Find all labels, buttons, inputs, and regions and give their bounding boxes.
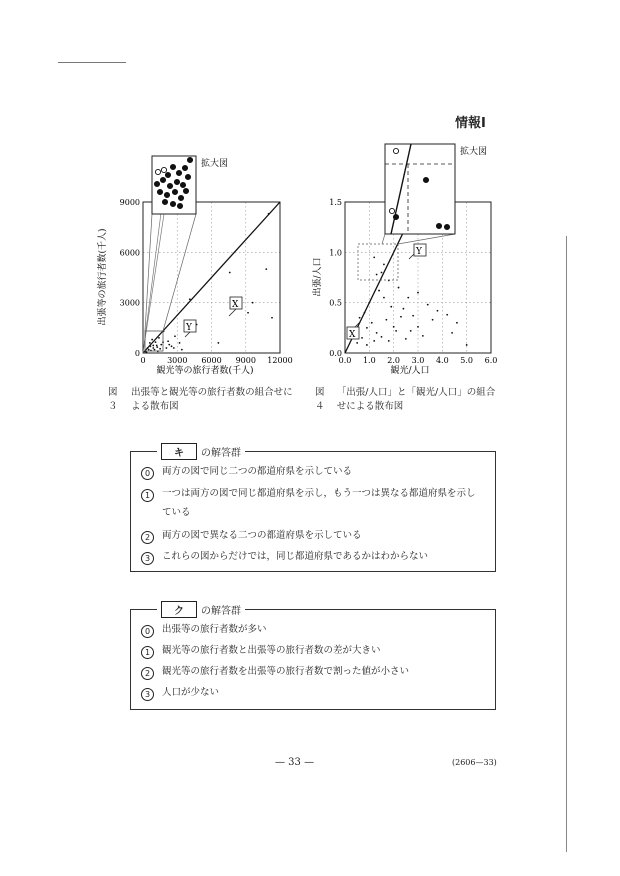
f3-point [147, 347, 149, 349]
f4-point [388, 340, 390, 342]
f4-point [407, 297, 409, 299]
f3-point [148, 349, 150, 351]
figure3-caption [108, 386, 298, 414]
f4-point [383, 297, 385, 299]
f3-ytick: 6000 [119, 248, 140, 258]
f3-point [150, 345, 152, 347]
fig3-inset-point [180, 182, 185, 187]
figure4-chart [310, 140, 500, 376]
fig4-callout-x: X [349, 330, 356, 340]
fig3-inset-point [161, 167, 166, 172]
f3-point [174, 335, 176, 337]
f4-point [417, 292, 419, 294]
fig4-inset-label: 拡大図 [460, 147, 488, 157]
f3-ytick: 0 [134, 349, 140, 358]
f4-point [381, 272, 383, 274]
subject-header: 情報Ⅰ [455, 116, 486, 131]
f4-point [373, 340, 375, 342]
f3-point [154, 349, 156, 351]
fig4-inset-point [444, 224, 449, 229]
ku-option-text: 出張等の旅行者数が多い [162, 624, 267, 635]
ki-option[interactable] [141, 488, 481, 522]
f3-point [217, 342, 219, 344]
f4-point [361, 337, 363, 339]
f3-point [149, 342, 151, 344]
f4-point [366, 327, 368, 329]
right-margin-rule [566, 236, 567, 852]
ki-key-box: キ [161, 443, 197, 460]
f4-point [422, 335, 424, 337]
f3-point [160, 344, 162, 346]
f4-point [356, 342, 358, 344]
f4-point [417, 326, 419, 328]
figure4-caption-text: 「出張/人口」と「観光/人口」の組合せによる散布図 [336, 387, 496, 412]
f4-point [364, 312, 366, 314]
fig3-inset-point [172, 189, 177, 194]
fig3-inset-point [183, 188, 188, 193]
f4-xtick: 5.0 [460, 356, 474, 365]
f3-xtick: 12000 [267, 356, 293, 365]
exam-code: (2606—33) [452, 758, 497, 767]
figure3-caption-text: 出張等と観光等の旅行者数の組合せによる散布図 [131, 387, 293, 412]
f3-xtick: 6000 [201, 356, 222, 365]
fig3-inset-point [165, 172, 170, 177]
f4-point [381, 336, 383, 338]
fig3-ylabel: 出張等の旅行者数(千人) [98, 228, 108, 326]
fig3-inset-point [164, 192, 169, 197]
fig4-inset-point [393, 214, 398, 219]
fig3-inset-point [157, 189, 162, 194]
ku-option[interactable] [141, 624, 481, 639]
f4-point [378, 290, 380, 292]
ki-option-text: 両方の図で同じ二つの都道府県を示している [162, 466, 353, 477]
f3-point [155, 341, 157, 343]
f4-point [412, 315, 414, 317]
f4-point [368, 302, 370, 304]
f4-point [366, 344, 368, 346]
ku-option[interactable] [141, 666, 481, 681]
f3-reference-line [143, 202, 166, 353]
ki-option-number: 2 [141, 531, 154, 544]
ku-title-text: の解答群 [201, 606, 241, 617]
ki-option-text: これらの図からだけでは，同じ都道府県であるかはわからない [162, 551, 429, 562]
fig4-inset-point [389, 208, 394, 213]
fig3-callout-x: X [232, 300, 239, 310]
f3-point [168, 344, 170, 346]
f3-xtick: 0 [140, 356, 146, 365]
f3-point [159, 348, 161, 350]
ku-option-number: 1 [141, 646, 154, 659]
fig4-zoom-connector [382, 234, 385, 244]
f3-point [167, 340, 169, 342]
f3-point [252, 302, 254, 304]
f3-point [229, 272, 231, 274]
f4-point [427, 304, 429, 306]
fig3-inset-point [174, 179, 179, 184]
f4-point [410, 330, 412, 332]
f3-point [152, 345, 154, 347]
ku-option[interactable] [141, 687, 481, 702]
fig3-callout-y: Y [186, 323, 192, 333]
fig3-inset-point [160, 177, 165, 182]
figure4-caption-number: 図４ [315, 387, 325, 412]
f4-point [403, 308, 405, 310]
fig4-callout-y: Y [416, 247, 422, 257]
f3-ytick: 3000 [119, 298, 140, 308]
f3-point [152, 347, 154, 349]
f3-point [181, 349, 183, 351]
ku-title [157, 601, 245, 618]
f4-point [437, 310, 439, 312]
f3-xtick: 9000 [235, 356, 256, 365]
f4-xtick: 3.0 [411, 356, 425, 365]
f4-point [376, 274, 378, 276]
fig4-inset-frame [385, 144, 455, 234]
ki-title [157, 443, 245, 460]
f3-point [156, 345, 158, 347]
figure3-chart [95, 140, 300, 376]
ku-answer-group [130, 606, 496, 710]
fig3-inset-point [154, 181, 159, 186]
f4-point [371, 322, 373, 324]
f3-point [171, 345, 173, 347]
ki-option[interactable] [141, 466, 481, 481]
f3-point [247, 312, 249, 314]
ku-option-number: 3 [141, 688, 154, 701]
fig4-ylabel: 出張/人口 [313, 257, 323, 297]
page-number: — 33 — [275, 757, 315, 768]
f4-point [432, 319, 434, 321]
f3-point [158, 337, 160, 339]
ki-option[interactable] [141, 530, 481, 545]
fig3-inset-point [187, 157, 192, 162]
fig4-points [356, 256, 467, 345]
f4-point [446, 314, 448, 316]
fig3-inset-point [162, 199, 167, 204]
top-left-rule [58, 62, 126, 63]
ki-option-number: 3 [141, 552, 154, 565]
ku-option-number: 0 [141, 625, 154, 638]
f4-point [373, 256, 375, 258]
f4-ytick: 0.0 [329, 349, 342, 358]
f4-point [405, 338, 407, 340]
ki-option-number: 1 [141, 489, 154, 502]
f3-point [151, 339, 153, 341]
f3-point [265, 268, 267, 270]
f4-xtick: 2.0 [387, 356, 401, 365]
fig3-inset-point [155, 169, 160, 174]
fig3-xlabel: 観光等の旅行者数(千人) [156, 366, 254, 376]
ku-option-text: 観光等の旅行者数を出張等の旅行者数で割った値が小さい [162, 666, 410, 677]
f3-reference-line [143, 202, 162, 353]
fig3-inset-point [178, 195, 183, 200]
ki-option-text: 両方の図で異なる二つの都道府県を示している [162, 530, 362, 541]
f4-xtick: 1.0 [362, 356, 376, 365]
f4-point [398, 287, 400, 289]
f4-point [383, 264, 385, 266]
f4-point [451, 332, 453, 334]
f3-xtick: 3000 [167, 356, 188, 365]
f3-point [268, 213, 270, 215]
f3-point [146, 351, 148, 353]
fig3-inset-point [182, 165, 187, 170]
figure3-caption-number: 図３ [108, 387, 118, 412]
f4-point [466, 344, 468, 346]
ki-option-text: 一つは両方の図で同じ都道府県を示し，もう一つは異なる都道府県を示している [162, 488, 476, 518]
f4-ytick: 0.5 [329, 298, 342, 308]
f4-point [400, 316, 402, 318]
ki-option-number: 0 [141, 467, 154, 480]
ku-option-number: 2 [141, 667, 154, 680]
ki-title-text: の解答群 [201, 448, 241, 459]
f3-point [166, 347, 168, 349]
fig3-inset-point [167, 183, 172, 188]
fig3-points [144, 213, 273, 353]
f4-point [385, 319, 387, 321]
f4-xtick: 6.0 [484, 356, 498, 365]
f4-ytick: 1.0 [329, 248, 342, 258]
fig4-xlabel: 観光/人口 [390, 366, 430, 376]
fig3-inset-point [170, 201, 175, 206]
fig3-inset-label: 拡大図 [201, 159, 229, 169]
ku-option-text: 観光等の旅行者数と出張等の旅行者数の差が大きい [162, 645, 381, 656]
f4-point [456, 322, 458, 324]
ku-key-box: ク [161, 601, 197, 618]
figure4-caption [315, 386, 500, 414]
ku-option[interactable] [141, 645, 481, 660]
f4-ytick: 1.5 [329, 198, 342, 207]
f4-point [390, 306, 392, 308]
fig3-inset-point [170, 164, 175, 169]
f3-point [271, 317, 273, 319]
f4-xtick: 4.0 [435, 356, 449, 365]
f4-point [393, 326, 395, 328]
f3-point [179, 342, 181, 344]
f4-point [359, 317, 361, 319]
ki-answer-group [130, 448, 496, 572]
ki-option[interactable] [141, 551, 481, 566]
fig3-inset-point [176, 170, 181, 175]
fig3-inset-point [177, 203, 182, 208]
fig4-zoom-connector [398, 234, 455, 244]
f4-xtick: 0.0 [338, 356, 352, 365]
ku-option-text: 人口が少ない [162, 687, 220, 698]
f4-point [395, 330, 397, 332]
fig4-inset-point [423, 177, 428, 182]
f3-point [189, 298, 191, 300]
fig3-inset-point [185, 174, 190, 179]
fig4-zoom-box [358, 244, 398, 280]
fig3-zoom-connector [145, 214, 152, 331]
f4-point [376, 332, 378, 334]
f3-point [156, 346, 158, 348]
fig4-inset-point [436, 223, 441, 228]
f3-point [173, 347, 175, 349]
f3-ytick: 9000 [119, 198, 140, 207]
fig3-tick-labels [120, 198, 293, 365]
fig4-inset-point [393, 148, 398, 153]
